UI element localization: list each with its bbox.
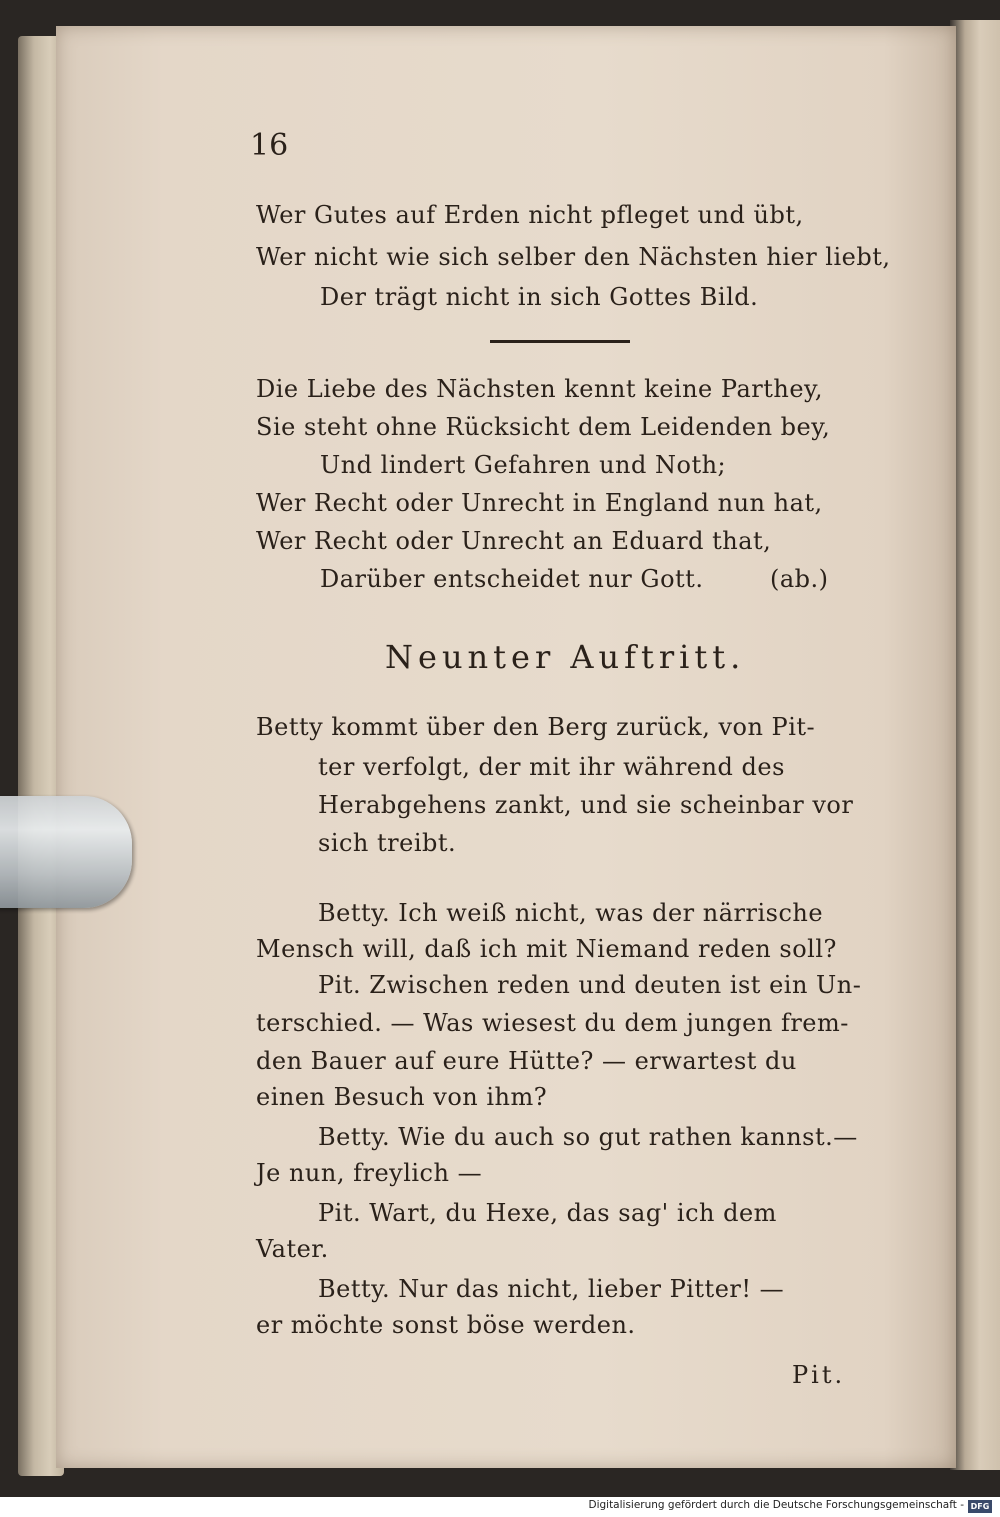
dialogue-line-10: Vater. — [256, 1235, 329, 1263]
verse2-line-4: Wer Recht oder Unrecht in England nun hat, — [256, 489, 823, 517]
dialogue-line-7: Betty. Wie du auch so gut rathen kannst.— — [318, 1123, 858, 1151]
section-divider — [490, 340, 630, 343]
verse1-line-2: Wer nicht wie sich selber den Nächsten hier liebt, — [256, 243, 891, 271]
dialogue-line-3: Pit. Zwischen reden und deuten ist ein Un- — [318, 971, 862, 999]
page-number: 16 — [250, 128, 289, 163]
catchword: Pit. — [792, 1361, 846, 1389]
verse1-line-1: Wer Gutes auf Erden nicht pfleget und übt, — [256, 201, 804, 229]
dfg-logo: DFG — [968, 1500, 992, 1513]
verse2-line-6: Darüber entscheidet nur Gott. — [320, 565, 704, 593]
verse2-line-3: Und lindert Gefahren und Noth; — [320, 451, 727, 479]
stage-direction-line-4: sich treibt. — [318, 829, 457, 857]
footer-bar — [0, 1497, 1000, 1517]
stage-exit: (ab.) — [770, 565, 829, 593]
verse2-line-1: Die Liebe des Nächsten kennt keine Parthey, — [256, 375, 824, 403]
dialogue-line-4: terschied. — Was wiesest du dem jungen frem- — [256, 1009, 849, 1037]
dialogue-line-1: Betty. Ich weiß nicht, was der närrische — [318, 899, 824, 927]
page-clip — [0, 796, 132, 908]
dialogue-line-12: er möchte sonst böse werden. — [256, 1311, 636, 1339]
stage-direction-line-2: ter verfolgt, der mit ihr während des — [318, 753, 785, 781]
verse2-line-5: Wer Recht oder Unrecht an Eduard that, — [256, 527, 772, 555]
dialogue-line-11: Betty. Nur das nicht, lieber Pitter! — — [318, 1275, 785, 1303]
dialogue-line-2: Mensch will, daß ich mit Niemand reden soll? — [256, 935, 837, 963]
stage-direction-line-1: Betty kommt über den Berg zurück, von Pit- — [256, 713, 816, 741]
dialogue-line-8: Je nun, freylich — — [256, 1159, 483, 1187]
footer-credit: Digitalisierung gefördert durch die Deutsche Forschungsgemeinschaft - — [588, 1499, 964, 1511]
dialogue-line-6: einen Besuch von ihm? — [256, 1083, 548, 1111]
dialogue-line-9: Pit. Wart, du Hexe, das sag' ich dem — [318, 1199, 777, 1227]
verse1-line-3: Der trägt nicht in sich Gottes Bild. — [320, 283, 759, 311]
stage-direction-line-3: Herabgehens zankt, und sie scheinbar vor — [318, 791, 854, 819]
book-edge-right — [950, 20, 1000, 1470]
verse2-line-2: Sie steht ohne Rücksicht dem Leidenden bey, — [256, 413, 831, 441]
scene-heading: Neunter Auftritt. — [385, 638, 746, 676]
dialogue-line-5: den Bauer auf eure Hütte? — erwartest du — [256, 1047, 797, 1075]
